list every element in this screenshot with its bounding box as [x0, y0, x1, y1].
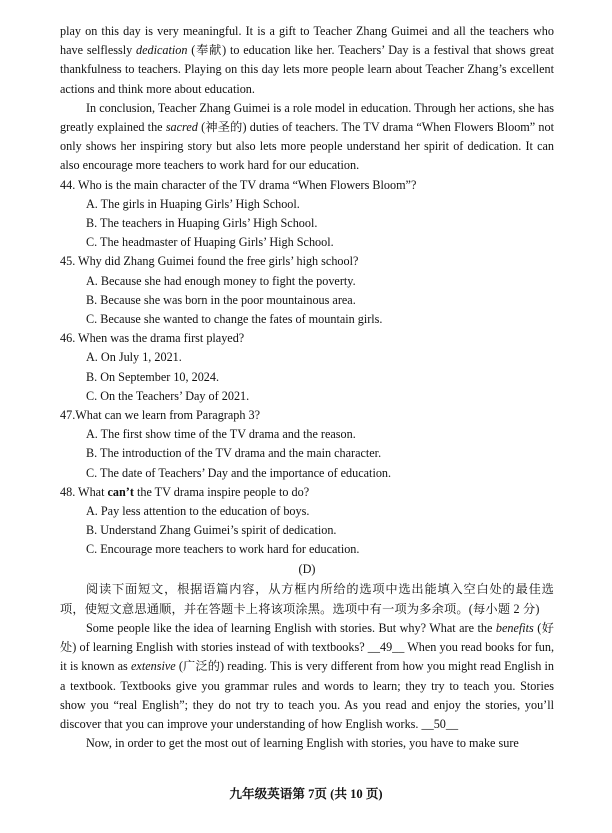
option-c: C. On the Teachers’ Day of 2021.	[86, 388, 250, 403]
question-48	[60, 483, 554, 560]
stem-emphasis: can’t	[107, 484, 134, 499]
sacred-word: sacred	[165, 120, 198, 135]
option-c: C. Encourage more teachers to work hard for education.	[86, 542, 360, 557]
passage-text: When you read books for fun, it is known as	[60, 640, 554, 674]
passage-c-conclusion	[60, 99, 554, 176]
question-47	[60, 406, 554, 483]
option-c: C. The date of Teachers’ Day and the importance of education.	[86, 465, 392, 480]
passage-c-paragraph	[60, 22, 554, 99]
option-b: B. Understand Zhang Guimei’s spirit of dedication.	[86, 523, 337, 538]
question-stem: 44. Who is the main character of the TV drama “When Flowers Bloom”?	[60, 177, 417, 192]
passage-text: (好处) of learning English with stories instead of with textbooks?	[60, 620, 554, 655]
option-a: A. Pay less attention to the education of boys.	[86, 504, 310, 519]
question-45	[60, 252, 554, 329]
option-b: B. Because she was born in the poor mountainous area.	[86, 292, 356, 307]
option-a: A. The girls in Huaping Girls’ High School.	[86, 196, 300, 211]
extensive-word: extensive	[131, 659, 176, 674]
blank-50: __50__	[421, 716, 459, 731]
blank-49: __49__	[367, 640, 405, 655]
passage-d-paragraph-1	[60, 619, 554, 734]
question-stem	[60, 483, 554, 502]
page-footer: 九年级英语第 7页 (共 10 页)	[229, 787, 383, 801]
option-a: A. Because she had enough money to fight the poverty.	[86, 273, 356, 288]
passage-text: (广泛的) reading. This is very different from how you might read English in a textbook. Textbooks give you grammar rules and words to learn; they try to teach you. Stories show you “real English”; they do not try to teach you. As you read and enjoy the stories, you’ll discover that you can improve your understanding of how English works.	[60, 659, 555, 731]
passage-text: In conclusion, Teacher Zhang Guimei is a role model in education. Through her actions, she has greatly explained the	[60, 100, 554, 135]
option-c: C. Because she wanted to change the fates of mountain girls.	[86, 312, 383, 327]
option-c: C. The headmaster of Huaping Girls’ High School.	[86, 235, 334, 250]
option-b: B. On September 10, 2024.	[86, 369, 220, 384]
stem-text: the TV drama inspire people to do?	[133, 484, 310, 499]
passage-text: Some people like the idea of learning English with stories. But why? What are the	[86, 620, 496, 635]
question-44	[60, 176, 554, 253]
passage-text: (神圣的) duties of teachers. The TV drama “When Flowers Bloom” not only shows her inspiring story but also lets more people understand her spirit of dedication. It can also encourage more teachers to work hard for our education.	[60, 120, 554, 173]
section-d-heading: (D)	[298, 561, 316, 576]
passage-text: (奉献) to education like her. Teachers’ Day is a festival that shows great thankfulness to teachers. Playing on this day lets more people learn about Teacher Zhang’s excellent actions and think more about education.	[60, 43, 554, 96]
question-stem: 46. When was the drama first played?	[60, 331, 245, 346]
passage-text: play on this day is very meaningful. It is a gift to Teacher Zhang Guimei and all the teachers who have selflessly	[60, 24, 554, 58]
option-a: A. The first show time of the TV drama and the reason.	[86, 427, 356, 442]
section-d-instructions: 阅读下面短文，根据语篇内容，从方框内所给的选项中选出能填入空白处的最佳选项，使短文意思通顺，并在答题卡上将该项涂黑。选项中有一项为多余项。(每小题 2 分)	[60, 581, 554, 616]
dedication-word: dedication	[136, 43, 188, 58]
passage-d-paragraph-2: Now, in order to get the most out of learning English with stories, you have to make sure	[86, 736, 519, 751]
stem-text: 48. What	[60, 484, 108, 499]
benefits-word: benefits	[495, 620, 534, 635]
option-b: B. The introduction of the TV drama and the main character.	[86, 446, 382, 461]
option-b: B. The teachers in Huaping Girls’ High School.	[86, 216, 318, 231]
question-46	[60, 329, 554, 406]
option-a: A. On July 1, 2021.	[86, 350, 182, 365]
question-stem: 47.What can we learn from Paragraph 3?	[60, 408, 260, 423]
question-stem: 45. Why did Zhang Guimei found the free girls’ high school?	[60, 254, 359, 269]
